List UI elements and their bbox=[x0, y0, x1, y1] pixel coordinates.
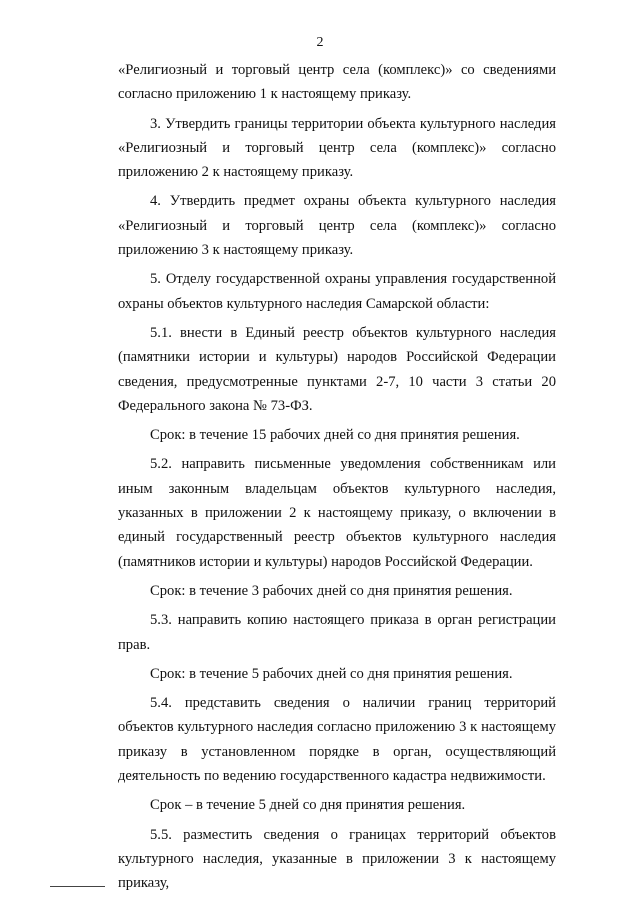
page-number: 2 bbox=[316, 35, 324, 50]
paragraph-1: «Религиозный и торговый центр села (комплекс)» со сведениями согласно приложению 1 к настоящему приказу. bbox=[118, 62, 556, 103]
footer-rule bbox=[50, 886, 105, 887]
paragraph-4: 5. Отделу государственной охраны управления государственной охраны объектов культурного наследия Самарской области: bbox=[118, 271, 556, 312]
paragraph-9: 5.3. направить копию настоящего приказа в орган регистрации прав. bbox=[118, 612, 556, 653]
paragraph-8: Срок: в течение 3 рабочих дней со дня принятия решения. bbox=[150, 582, 513, 599]
paragraph-10: Срок: в течение 5 рабочих дней со дня принятия решения. bbox=[150, 665, 513, 682]
paragraph-2: 3. Утвердить границы территории объекта культурного наследия «Религиозный и торговый центр села (комплекс)» согласно приложению 2 к настоящему приказу. bbox=[118, 115, 556, 181]
paragraph-3: 4. Утвердить предмет охраны объекта культурного наследия «Религиозный и торговый центр села (комплекс)» согласно приложению 3 к настоящему приказу. bbox=[118, 193, 556, 259]
paragraph-7: 5.2. направить письменные уведомления собственникам или иным законным владельцам объектов культурного наследия, указанных в приложении 2 к настоящему приказу, о включении в единый государственный реестр объектов культурного наследия (памятников истории и культуры) народов Российской Федерации. bbox=[118, 456, 556, 570]
paragraph-12: Срок – в течение 5 дней со дня принятия решения. bbox=[150, 797, 466, 814]
footer-dash bbox=[148, 886, 160, 887]
paragraph-5: 5.1. внести в Единый реестр объектов культурного наследия (памятники истории и культуры) народов Российской Федерации сведения, предусмотренные пунктами 2-7, 10 части 3 статьи 20 Федерального закона № 73-ФЗ. bbox=[118, 324, 556, 414]
paragraph-6: Срок: в течение 15 рабочих дней со дня принятия решения. bbox=[150, 427, 520, 444]
paragraph-11: 5.4. представить сведения о наличии границ территорий объектов культурного наследия согласно приложению 3 к настоящему приказу в установленном порядке в орган, осуществляющий деятельность по ведению государственного кадастра недвижимости. bbox=[118, 695, 556, 785]
paragraph-13: 5.5. разместить сведения о границах территорий объектов культурного наследия, указанные в приложении 3 к настоящему приказу, bbox=[118, 826, 556, 892]
document-body bbox=[118, 58, 556, 901]
